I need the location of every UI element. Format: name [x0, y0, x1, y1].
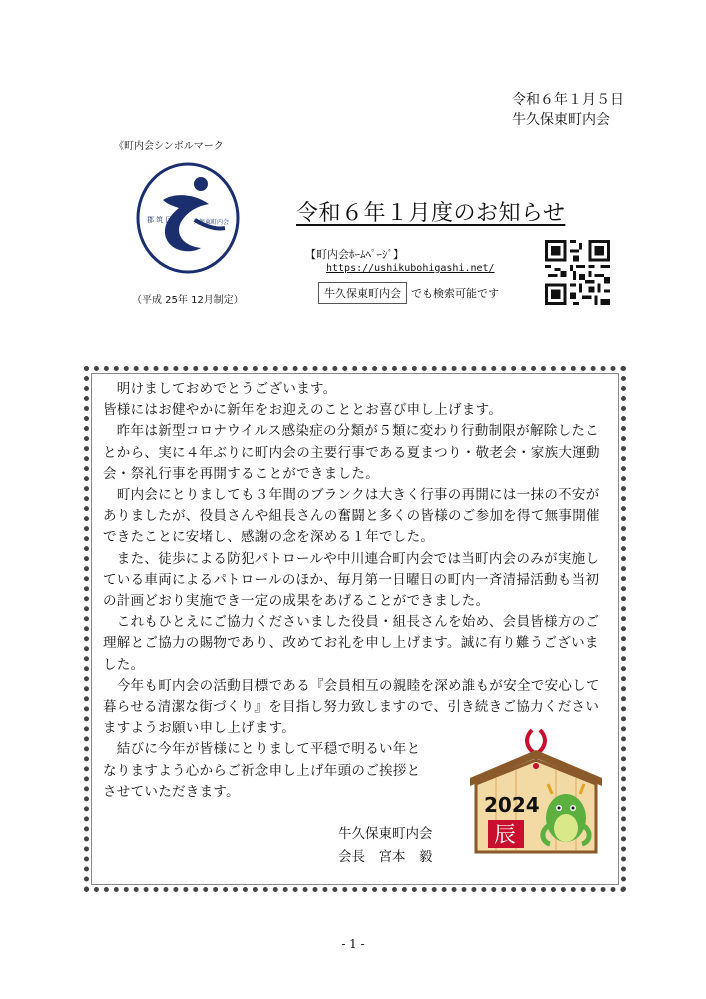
closing-line: 結びに今年が皆様にとりまして平穏で明るい年と	[103, 741, 421, 758]
homepage-label: 【町内会ﾎｰﾑﾍﾟｰｼﾞ】	[305, 248, 404, 261]
paragraph-goals: 今年も町内会の活動目標である『会員相互の親睦を深め誰もが安全で安心して暮らせる清潔な街づくり』を目指し努力致しますので、引き続きご協力くださいますようお願い申し上げます。	[103, 677, 600, 737]
issuer-name: 牛久保東町内会	[512, 112, 610, 128]
symbol-caption: 《町内会シンボルマーク	[114, 141, 224, 152]
search-hint	[318, 282, 499, 304]
search-term-box: 牛久保東町内会	[318, 282, 407, 304]
logo-left-text: 郡 筑 区	[147, 216, 173, 224]
paragraph-greeting: 明けましておめでとうございます。	[103, 381, 337, 397]
page-number: - 1 -	[341, 937, 365, 951]
search-hint-text: でも検索可能です	[411, 287, 499, 300]
page-title: 令和６年１月度のお知らせ	[296, 201, 566, 226]
paragraph-patrol: また、徒歩による防犯パトロールや中川連合町内会では当町内会のみが実施している車両によるパトロールのほか、毎月第一日曜日の町内一斉清掃活動も当初の計画どおり実施でき一定の成果をあげることができました。	[103, 550, 600, 610]
date-block	[512, 90, 624, 130]
paragraph-wishes: 皆様にはお健やかに新年をお迎えのこととお喜び申し上げます。	[103, 402, 503, 419]
ema-year: 2024	[484, 793, 540, 817]
paragraph-events: 昨年は新型コロナウイルス感染症の分類が５類に変わり行動制限が解除したことから、実に４年ぶりに町内会の主要行事である夏まつり・敬老会・家族大運動会・祭礼行事を再開することができました。	[103, 423, 600, 482]
signature-organization: 牛久保東町内会	[338, 826, 433, 842]
closing-line: させていただきます。	[103, 783, 240, 800]
qr-code-icon[interactable]	[545, 240, 610, 305]
homepage-link[interactable]: https://ushikubohigashi.net/	[326, 263, 495, 274]
issue-date: 令和６年１月５日	[512, 92, 624, 108]
closing-line: なりますよう心からご祈念申し上げ年頭のご挨拶と	[103, 762, 421, 779]
enacted-note: （平成 25年 12月制定）	[132, 295, 244, 306]
signature-name: 会長 宮本 毅	[338, 849, 433, 865]
ema-dragon-icon	[466, 728, 606, 858]
paragraph-thanks: これもひとえにご協力くださいました役員・組長さんを始め、会員皆様方のご理解とご協力の賜物であり、改めてお礼を申し上げます。誠に有り難うございました。	[103, 614, 600, 673]
ema-zodiac: 辰	[494, 823, 517, 848]
town-association-logo	[135, 160, 241, 276]
logo-right-text: 久保東町内会	[193, 219, 230, 226]
paragraph-gratitude: 町内会にとりましても３年間のブランクは大きく行事の再開には一抹の不安がありましたが、役員さんや組長さんの奮闘と多くの皆様のご参加を得て無事開催できたことに安堵し、感謝の念を深める１年でした。	[103, 487, 600, 546]
